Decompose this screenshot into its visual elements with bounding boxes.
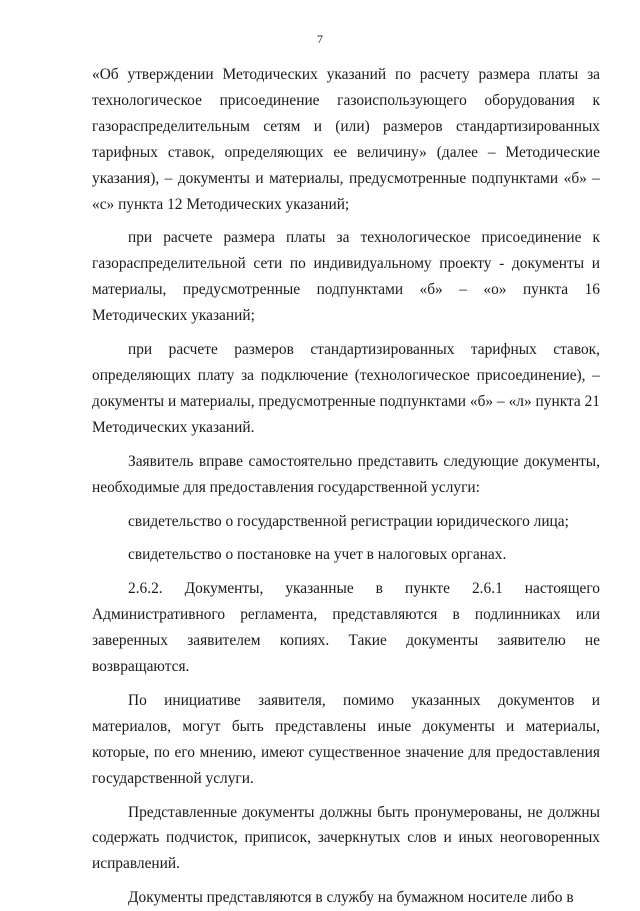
paragraph-3: при расчете размеров стандартизированных тарифных ставок, определяющих плату за подключение (технологическое присоединение), – документы и материалы, предусмотренные подпунктами «б» – «л» пункта 21 Методических указаний. bbox=[92, 341, 600, 436]
page-number: 7 bbox=[317, 32, 323, 46]
paragraph-1: «Об утверждении Методических указаний по расчету размера платы за технологическое присоединение газоиспользующего оборудования к газораспределительным сетям и (или) размеров стандартизированных тарифных ставок, определяющих ее величину» (далее – Методические указания), – документы и материалы, предусмотренные подпунктами «б» – «с» пункта 12 Методических указаний; bbox=[92, 66, 600, 213]
paragraph-6: свидетельство о постановке на учет в налоговых органах. bbox=[128, 546, 507, 564]
paragraph-10: Документы представляются в службу на бумажном носителе либо в bbox=[128, 889, 574, 907]
paragraph-2: при расчете размера платы за технологическое присоединение к газораспределительной сети по индивидуальному проекту - документы и материалы, предусмотренные подпунктами «б» – «о» пункта 16 Методических указаний; bbox=[92, 229, 600, 325]
paragraph-5: свидетельство о государственной регистрации юридического лица; bbox=[128, 512, 569, 530]
paragraph-7: 2.6.2. Документы, указанные в пункте 2.6.1 настоящего Административного регламента, представляются в подлинниках или заверенных заявителем копиях. Такие документы заявителю не возвращаются. bbox=[92, 580, 600, 676]
paragraph-4: Заявитель вправе самостоятельно представить следующие документы, необходимые для предоставления государственной услуги: bbox=[92, 452, 600, 496]
paragraph-8: По инициативе заявителя, помимо указанных документов и материалов, могут быть представлены иные документы и материалы, которые, по его мнению, имеют существенное значение для предоставления государственной услуги. bbox=[92, 691, 600, 787]
document-body bbox=[92, 62, 600, 911]
paragraph-9: Представленные документы должны быть пронумерованы, не должны содержать подчисток, приписок, зачеркнутых слов и иных неоговоренных исправлений. bbox=[92, 803, 600, 873]
